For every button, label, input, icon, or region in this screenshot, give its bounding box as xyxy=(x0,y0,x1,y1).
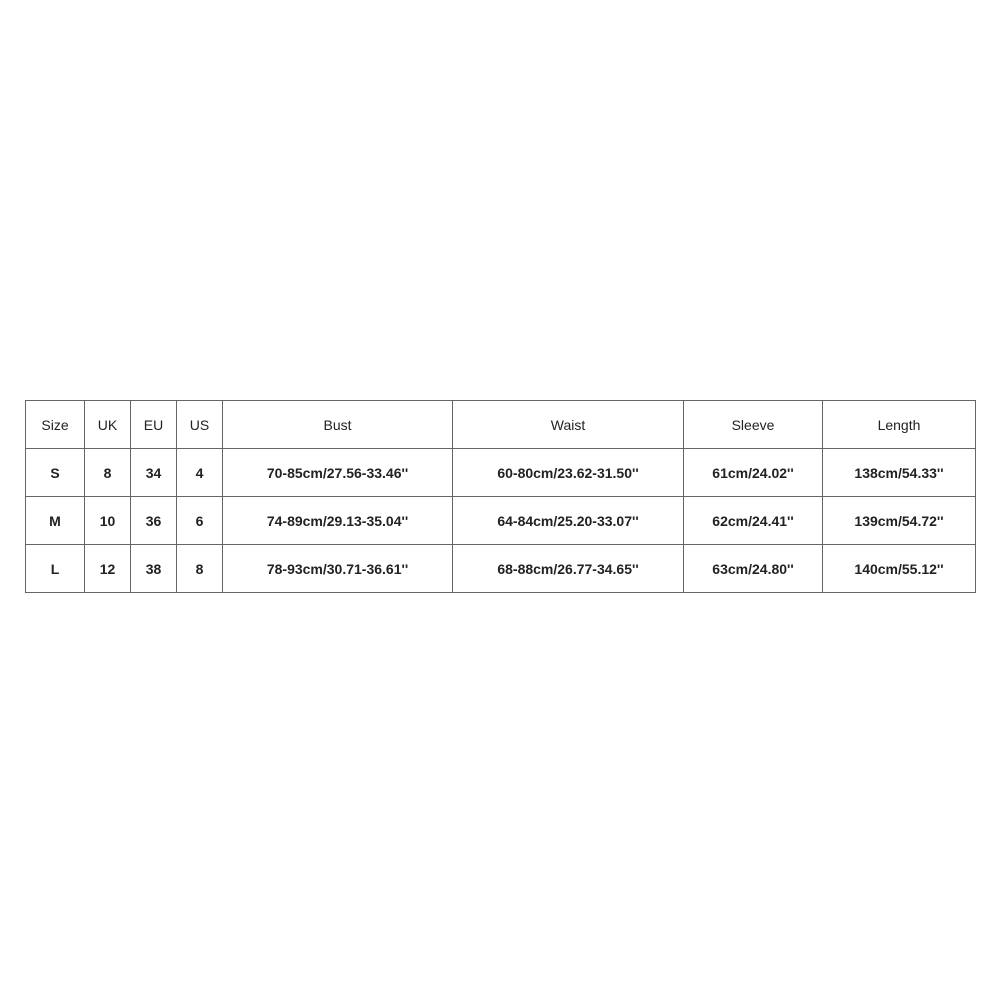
header-cell-size: Size xyxy=(26,401,85,449)
table-cell: 61cm/24.02'' xyxy=(684,449,823,497)
table-cell: 78-93cm/30.71-36.61'' xyxy=(223,545,453,593)
table-cell: 6 xyxy=(177,497,223,545)
table-cell: 10 xyxy=(85,497,131,545)
header-cell-waist: Waist xyxy=(453,401,684,449)
table-row xyxy=(26,545,976,593)
table-cell: 12 xyxy=(85,545,131,593)
table-cell: 34 xyxy=(131,449,177,497)
table-cell: 70-85cm/27.56-33.46'' xyxy=(223,449,453,497)
table-cell: 64-84cm/25.20-33.07'' xyxy=(453,497,684,545)
table-cell: 60-80cm/23.62-31.50'' xyxy=(453,449,684,497)
table-cell: 138cm/54.33'' xyxy=(823,449,976,497)
table-cell: 38 xyxy=(131,545,177,593)
table-cell: 8 xyxy=(177,545,223,593)
table-cell: 62cm/24.41'' xyxy=(684,497,823,545)
table-cell: 74-89cm/29.13-35.04'' xyxy=(223,497,453,545)
header-cell-eu: EU xyxy=(131,401,177,449)
table-cell: 139cm/54.72'' xyxy=(823,497,976,545)
header-row xyxy=(26,401,976,449)
header-cell-uk: UK xyxy=(85,401,131,449)
header-cell-us: US xyxy=(177,401,223,449)
table-cell: 4 xyxy=(177,449,223,497)
table-cell: 8 xyxy=(85,449,131,497)
table-row xyxy=(26,497,976,545)
table-cell: 140cm/55.12'' xyxy=(823,545,976,593)
table-cell: 36 xyxy=(131,497,177,545)
header-cell-sleeve: Sleeve xyxy=(684,401,823,449)
table-cell: M xyxy=(26,497,85,545)
table-cell: L xyxy=(26,545,85,593)
table-cell: 68-88cm/26.77-34.65'' xyxy=(453,545,684,593)
table-cell: 63cm/24.80'' xyxy=(684,545,823,593)
header-cell-length: Length xyxy=(823,401,976,449)
table-row xyxy=(26,449,976,497)
size-chart-table xyxy=(25,400,976,593)
table-cell: S xyxy=(26,449,85,497)
header-cell-bust: Bust xyxy=(223,401,453,449)
